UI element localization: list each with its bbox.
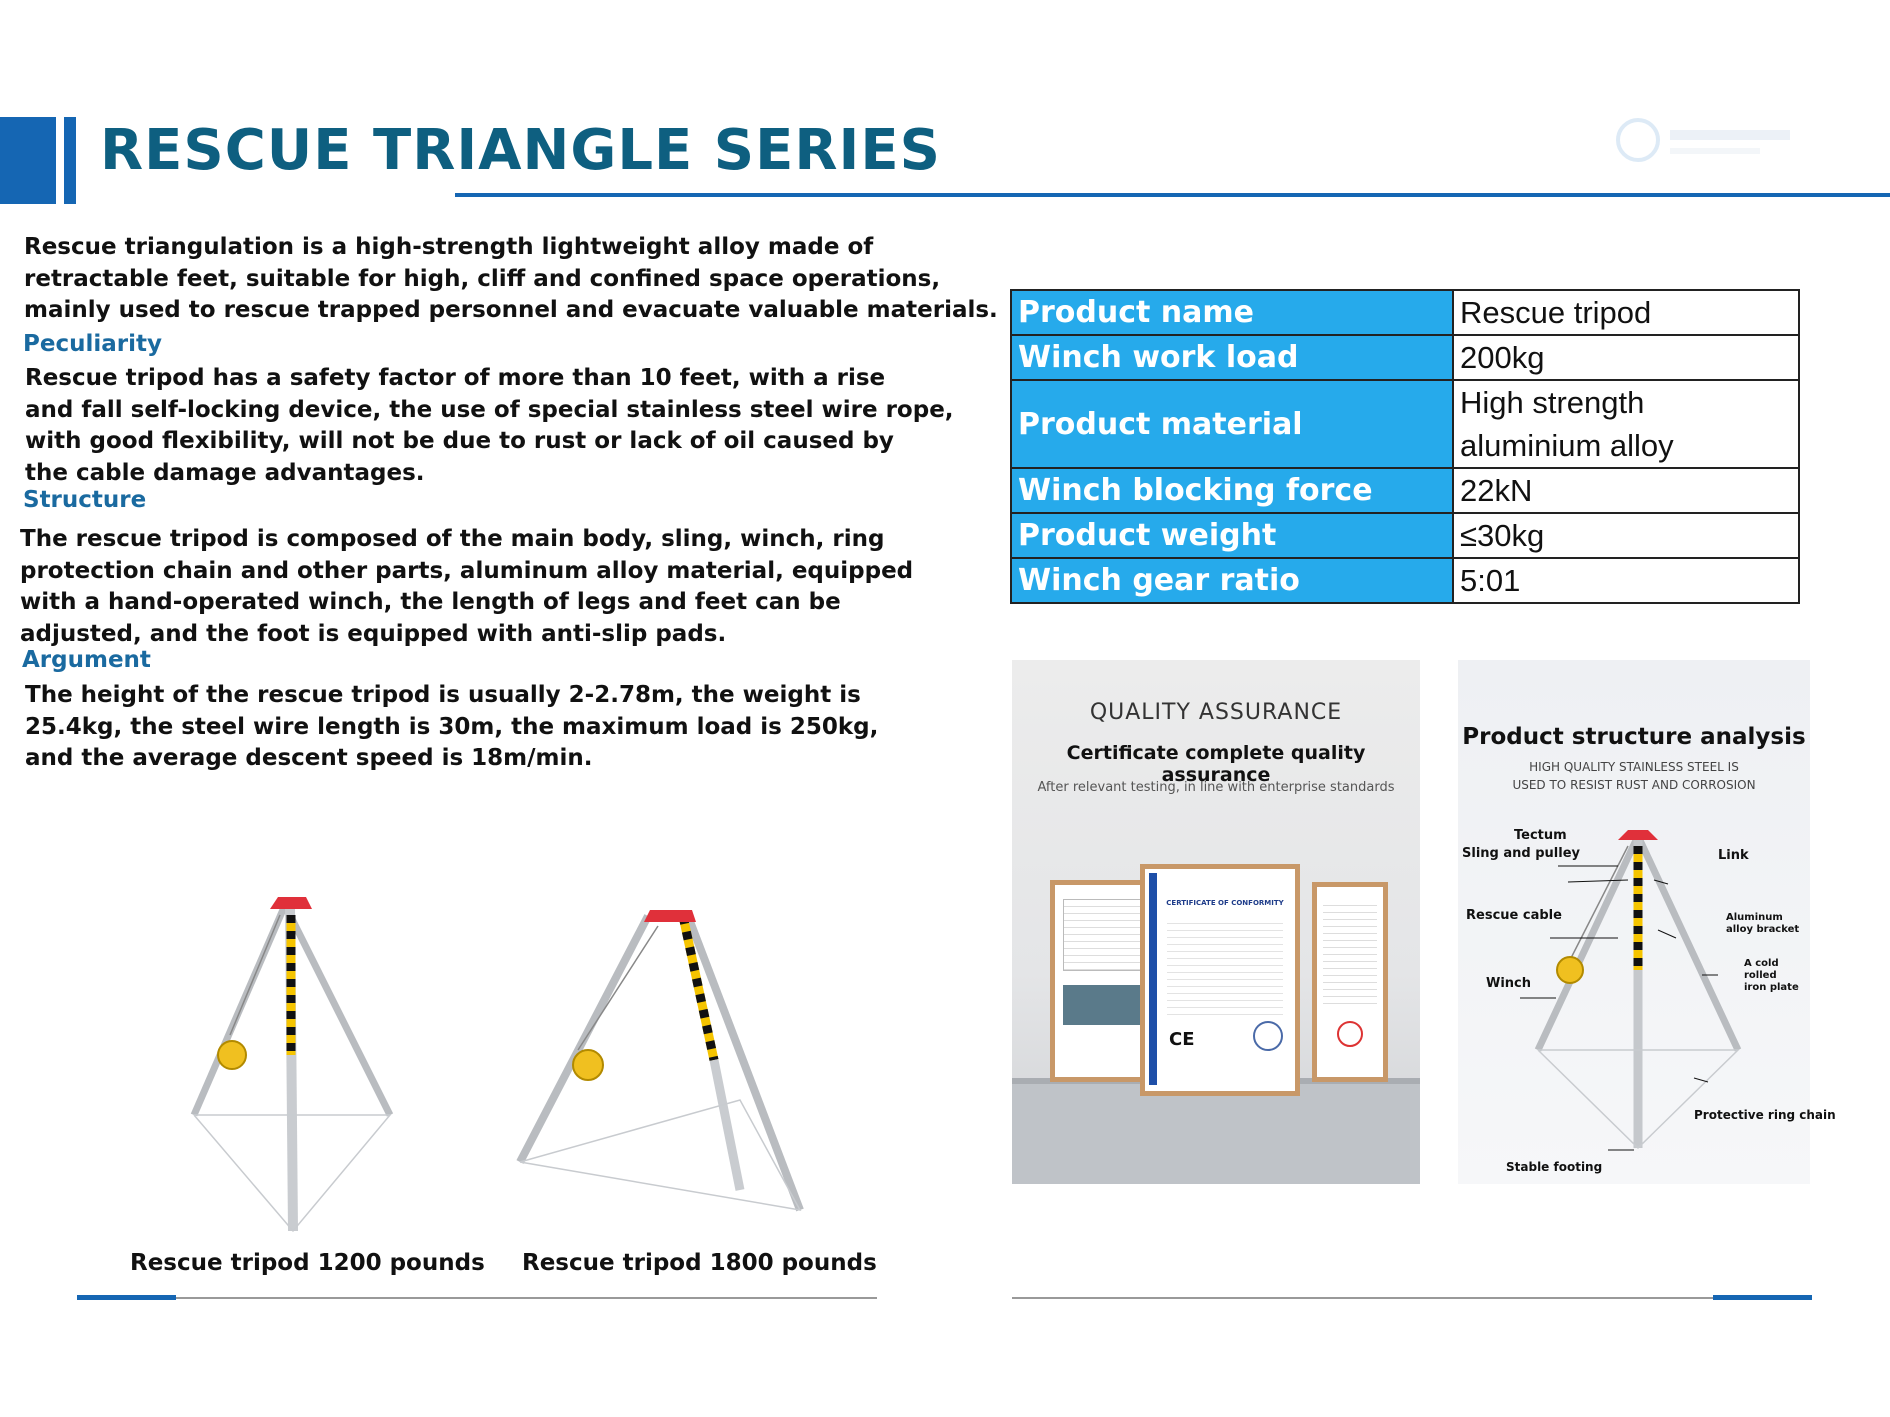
table-row xyxy=(1011,380,1799,468)
spec-key: Winch work load xyxy=(1011,335,1453,380)
stamp-icon xyxy=(1253,1021,1283,1051)
spec-value: High strength aluminium alloy xyxy=(1453,380,1799,468)
spec-value: ≤30kg xyxy=(1453,513,1799,558)
peculiarity-paragraph xyxy=(25,363,954,489)
argument-line: 25.4kg, the steel wire length is 30m, the maximum load is 250kg, xyxy=(25,713,879,740)
cert-title: CERTIFICATE OF CONFORMITY xyxy=(1166,899,1284,907)
footer-rule-right xyxy=(1012,1297,1812,1299)
spec-value: 22kN xyxy=(1453,468,1799,513)
table-row xyxy=(1011,290,1799,335)
label-tectum: Tectum xyxy=(1514,828,1567,843)
certificate-frame-right xyxy=(1312,882,1388,1082)
peculiarity-line: Rescue tripod has a safety factor of more than 10 feet, with a rise xyxy=(25,365,886,391)
footer-accent-left xyxy=(77,1295,176,1300)
label-footing: Stable footing xyxy=(1506,1160,1603,1174)
structure-line: The rescue tripod is composed of the main body, sling, winch, ring xyxy=(20,526,885,552)
peculiarity-line: with good flexibility, will not be due to rust or lack of oil caused by xyxy=(25,428,894,454)
peculiarity-heading: Peculiarity xyxy=(23,331,162,357)
label-sling: Sling and pulley xyxy=(1462,846,1580,861)
header-accent-bar-thin xyxy=(64,117,76,204)
label-bracket xyxy=(1726,912,1799,936)
spec-key: Winch gear ratio xyxy=(1011,558,1453,603)
tripod-1200-image xyxy=(180,885,410,1240)
qa-title: QUALITY ASSURANCE xyxy=(1089,700,1343,725)
title-underline xyxy=(455,193,1890,197)
structure-card-note xyxy=(1458,758,1810,794)
label-winch: Winch xyxy=(1486,976,1532,991)
table-row xyxy=(1011,558,1799,603)
spec-key: Winch blocking force xyxy=(1011,468,1453,513)
qa-note: After relevant testing, in line with enterprise standards xyxy=(1037,780,1395,795)
peculiarity-line: the cable damage advantages. xyxy=(25,459,425,486)
label-link: Link xyxy=(1718,848,1749,863)
spec-value: Rescue tripod xyxy=(1453,290,1799,335)
spec-value: 200kg xyxy=(1453,335,1799,380)
intro-line: retractable feet, suitable for high, cliff and confined space operations, xyxy=(24,265,941,292)
argument-line: The height of the rescue tripod is usually 2-2.78m, the weight is xyxy=(25,682,861,708)
spec-key: Product material xyxy=(1011,380,1453,468)
caption-1200: Rescue tripod 1200 pounds xyxy=(130,1250,485,1276)
ce-mark: CE xyxy=(1169,1029,1195,1050)
footer-rule-left xyxy=(77,1297,877,1299)
qa-subtitle: Certificate complete quality assurance xyxy=(1066,742,1366,786)
tripod-diagram xyxy=(1458,820,1810,1184)
label-cable: Rescue cable xyxy=(1466,908,1562,923)
argument-paragraph xyxy=(25,680,878,775)
table-row xyxy=(1011,513,1799,558)
label-plate-line: A cold rolled xyxy=(1744,958,1779,981)
brand-logo-watermark xyxy=(1610,102,1830,172)
footer-accent-right xyxy=(1713,1295,1812,1300)
spec-key: Product weight xyxy=(1011,513,1453,558)
label-plate xyxy=(1744,958,1810,994)
spec-table xyxy=(1010,289,1800,604)
seal-icon xyxy=(1337,1021,1363,1047)
structure-paragraph xyxy=(20,524,913,650)
argument-heading: Argument xyxy=(22,647,151,673)
page-title: RESCUE TRIANGLE SERIES xyxy=(100,118,941,183)
label-plate-line: iron plate xyxy=(1744,982,1799,993)
spec-key: Product name xyxy=(1011,290,1453,335)
structure-line: protection chain and other parts, aluminum alloy material, equipped xyxy=(20,557,914,584)
intro-paragraph xyxy=(24,232,998,327)
tripod-1800-image xyxy=(508,900,818,1220)
structure-heading: Structure xyxy=(23,487,147,513)
structure-note-line: USED TO RESIST RUST AND CORROSION xyxy=(1512,778,1756,792)
spec-value: 5:01 xyxy=(1453,558,1799,603)
quality-assurance-card xyxy=(1012,660,1420,1184)
structure-line: with a hand-operated winch, the length of legs and feet can be xyxy=(20,589,841,615)
intro-line: Rescue triangulation is a high-strength lightweight alloy made of xyxy=(24,234,874,260)
label-chain: Protective ring chain xyxy=(1694,1108,1836,1122)
table-row xyxy=(1011,335,1799,380)
peculiarity-line: and fall self-locking device, the use of special stainless steel wire rope, xyxy=(25,396,954,423)
header-accent-bar xyxy=(0,117,56,204)
certificate-frame-center xyxy=(1140,864,1300,1096)
intro-line: mainly used to rescue trapped personnel and evacuate valuable materials. xyxy=(24,297,998,323)
argument-line: and the average descent speed is 18m/min. xyxy=(25,745,593,771)
structure-note-line: HIGH QUALITY STAINLESS STEEL IS xyxy=(1529,760,1739,774)
product-structure-card xyxy=(1458,660,1836,1184)
structure-line: adjusted, and the foot is equipped with anti-slip pads. xyxy=(20,620,727,647)
label-bracket-line: Aluminum xyxy=(1726,912,1783,923)
caption-1800: Rescue tripod 1800 pounds xyxy=(522,1250,877,1276)
structure-card-title: Product structure analysis xyxy=(1462,724,1806,750)
label-bracket-line: alloy bracket xyxy=(1726,924,1800,935)
table-row xyxy=(1011,468,1799,513)
